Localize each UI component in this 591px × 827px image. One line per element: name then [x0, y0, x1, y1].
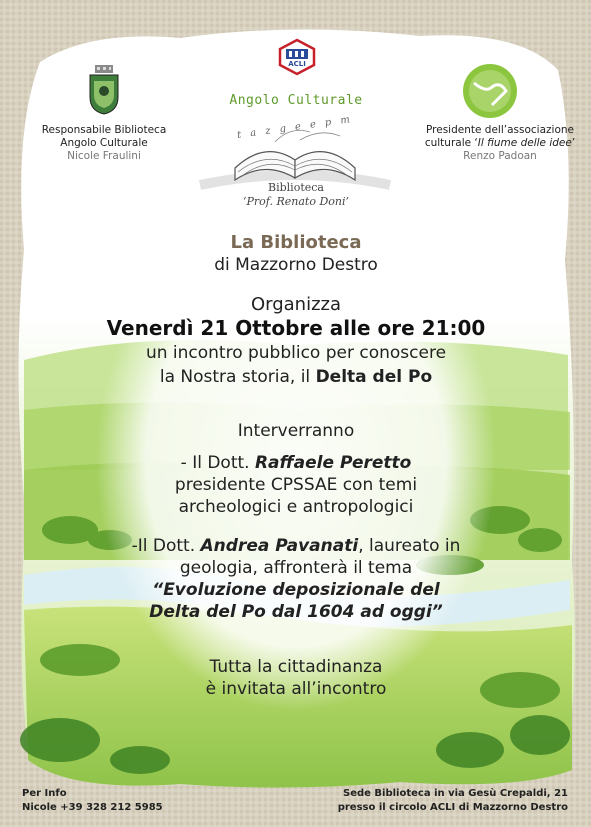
- left-name: Nicole Fraulini: [67, 150, 141, 162]
- organizza-text: Organizza: [250, 294, 342, 315]
- left-role-line1: Responsabile Biblioteca: [41, 124, 167, 136]
- footer-address-line1: Sede Biblioteca in via Gesù Crepaldi, 21: [343, 788, 568, 799]
- acli-logo: [278, 38, 316, 76]
- library-name-line1: Biblioteca: [268, 181, 324, 194]
- footer-address-line2: presso il circolo ACLI di Mazzorno Destro: [337, 802, 568, 813]
- library-title: La Biblioteca: [230, 232, 362, 253]
- event-date: Venerdì 21 Ottobre alle ore 21:00: [106, 316, 486, 340]
- talk-title-line1: “Evoluzione deposizionale del: [152, 580, 440, 600]
- library-name-line2: ‘Prof. Renato Doni’: [243, 195, 349, 208]
- closing-line2: è invitata all’incontro: [205, 679, 387, 699]
- speaker1-line2: presidente CPSSAE con temi: [174, 475, 418, 495]
- fiume-delle-idee-logo: [462, 63, 518, 119]
- right-role-line1: Presidente dell’associazione: [426, 124, 574, 136]
- river-logo-icon: [462, 63, 518, 119]
- footer-contact: Nicole +39 328 212 5985: [22, 802, 163, 813]
- event-line2: la Nostra storia, il Delta del Po: [159, 367, 433, 387]
- talk-title-line2: Delta del Po dal 1604 ad oggi”: [149, 602, 443, 622]
- speaker1-line1: - Il Dott. Raffaele Peretto: [180, 453, 412, 473]
- right-role-line2: culturale ‘Il fiume delle idee’: [424, 137, 576, 149]
- speaker1-line3: archeologici e antropologici: [178, 497, 414, 517]
- angolo-culturale-title: Angolo Culturale: [229, 93, 363, 108]
- library-subtitle: di Mazzorno Destro: [214, 255, 378, 275]
- event-line1: un incontro pubblico per conoscere: [145, 343, 447, 363]
- right-name: Renzo Padoan: [463, 150, 537, 162]
- acli-icon: [278, 38, 316, 76]
- interverranno-text: Interverranno: [237, 421, 355, 441]
- speaker2-line2: geologia, affronterà il tema: [179, 558, 413, 578]
- crest-icon: [86, 65, 122, 115]
- book-floating-letters: t a z g e e p m: [236, 113, 354, 142]
- speaker2-line1: -Il Dott. Andrea Pavanati, laureato in: [131, 536, 461, 556]
- acli-logo-text: ACLI: [288, 60, 306, 68]
- municipal-crest-logo: [86, 65, 122, 115]
- closing-line1: Tutta la cittadinanza: [209, 657, 383, 677]
- footer-info-label: Per Info: [22, 788, 67, 799]
- left-role-line2: Angolo Culturale: [60, 137, 148, 149]
